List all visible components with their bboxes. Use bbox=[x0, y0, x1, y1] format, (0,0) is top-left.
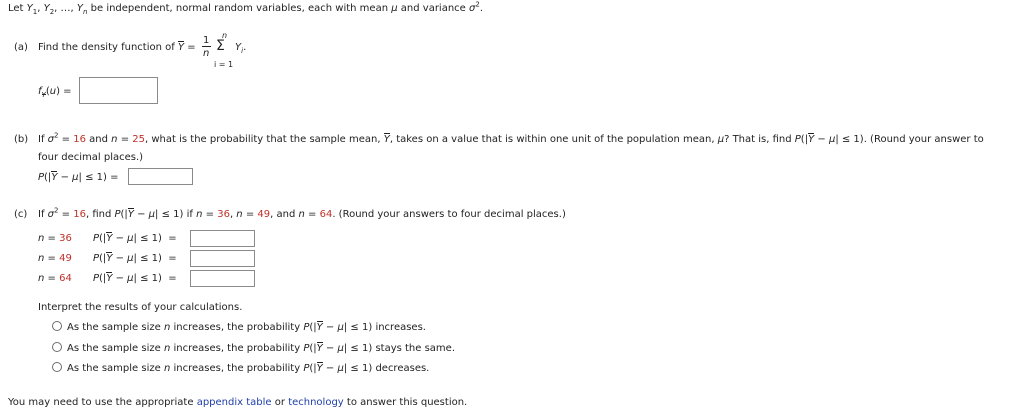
part-c-n2: 49 bbox=[257, 209, 271, 220]
part-b-text-2: , what is the probability that the sample mean, bbox=[145, 134, 381, 145]
answer-input-n64[interactable] bbox=[190, 270, 255, 287]
part-c-label: (c) bbox=[14, 209, 28, 220]
part-b-sigma-value: 16 bbox=[73, 134, 86, 145]
sum-lower: i = 1 bbox=[214, 60, 234, 69]
part-b-text-5: . (Round your answer to bbox=[863, 134, 984, 145]
frac-den: n bbox=[203, 48, 210, 59]
radio-icon[interactable] bbox=[52, 321, 62, 331]
part-c-n3: 64 bbox=[319, 209, 333, 220]
option-pre: As the sample size bbox=[67, 343, 161, 354]
option-pre: As the sample size bbox=[67, 363, 161, 374]
frac-num: 1 bbox=[203, 35, 210, 46]
part-c-text-3: if bbox=[186, 209, 193, 220]
option-decreases[interactable]: As the sample size n increases, the probability P(|Y − μ| ≤ 1) decreases. bbox=[52, 362, 429, 374]
part-c-text-2: , find bbox=[85, 209, 112, 220]
option-post: stays the same. bbox=[375, 343, 456, 354]
part-c-and: , and bbox=[270, 209, 296, 220]
option-post: increases. bbox=[375, 322, 426, 333]
part-b-text: If $\sigma^2 = 16$ and n = 25, what is the probability that the sample mean, Y, takes on a value that is within one unit of the population mean, μ? That is, find P(|Y − μ| ≤ 1). (Round your answer to bbox=[38, 131, 984, 145]
row-prob-label: P(|Y − μ| ≤ 1) = bbox=[93, 253, 177, 264]
radio-icon[interactable] bbox=[52, 342, 62, 352]
option-pre: As the sample size bbox=[67, 322, 161, 333]
part-b-text-6: four decimal places.) bbox=[38, 152, 144, 163]
row-n-value: 64 bbox=[59, 273, 72, 284]
sum-term: $Y_i$. bbox=[235, 42, 247, 55]
footer-note bbox=[8, 397, 467, 408]
intro-end: . bbox=[479, 3, 484, 14]
part-c-text: If $\sigma^2 = 16$, find P(|Y − μ| ≤ 1) if n = 36, n = 49, and n = 64. (Round your answers to four decimal places.) bbox=[38, 206, 566, 220]
footer-text-1: You may need to use the appropriate bbox=[8, 397, 194, 408]
sum-upper: n bbox=[222, 31, 228, 40]
part-c-if: If bbox=[38, 209, 45, 220]
row-n-label: n = 49 bbox=[38, 253, 72, 264]
part-c-n1: 36 bbox=[217, 209, 230, 220]
row-prob-label: P(|Y − μ| ≤ 1) = bbox=[93, 233, 177, 244]
part-b-prob-label: P(|Y − μ| ≤ 1) = bbox=[38, 172, 119, 183]
part-b-text-4: ? That is, find bbox=[724, 134, 792, 145]
appendix-table-link[interactable]: appendix table bbox=[196, 397, 272, 408]
technology-link[interactable]: technology bbox=[288, 397, 344, 408]
radio-icon[interactable] bbox=[52, 362, 62, 372]
part-c-text-end: . (Round your answers to four decimal places.) bbox=[332, 209, 566, 220]
fy-equals: = bbox=[63, 86, 72, 97]
option-mid: increases, the probability bbox=[173, 343, 301, 354]
answer-input-n36[interactable] bbox=[190, 230, 255, 247]
intro-suffix: be independent, normal random variables, each with mean bbox=[90, 3, 389, 14]
part-c-sigma-value: 16 bbox=[73, 209, 86, 220]
part-b-text-3: , takes on a value that is within one unit of the population mean, bbox=[389, 134, 715, 145]
fy-label: $f_Y(u)$ = bbox=[38, 86, 72, 99]
option-increases[interactable]: As the sample size n increases, the probability P(|Y − μ| ≤ 1) increases. bbox=[52, 321, 426, 333]
part-a-prompt: Find the density function of Y = bbox=[38, 42, 196, 53]
part-b-label: (b) bbox=[14, 134, 29, 145]
part-b-n-value: 25 bbox=[132, 134, 145, 145]
part-a-prompt-text: Find the density function of bbox=[38, 42, 175, 53]
row-n-value: 49 bbox=[59, 253, 72, 264]
interpret-text: Interpret the results of your calculations. bbox=[38, 302, 243, 313]
row-prob-label: P(|Y − μ| ≤ 1) = bbox=[93, 273, 177, 284]
intro-line: Let $Y_1$, $Y_2$, …, $Y_n$ be independent, normal random variables, each with mean μ and variance $\sigma^2$. bbox=[8, 0, 484, 16]
part-a-equals: = bbox=[187, 42, 196, 53]
footer-or: or bbox=[274, 397, 285, 408]
option-stays-same[interactable]: As the sample size n increases, the probability P(|Y − μ| ≤ 1) stays the same. bbox=[52, 342, 455, 354]
part-b-and: and bbox=[89, 134, 108, 145]
part-b-if: If bbox=[38, 134, 45, 145]
intro-prefix: Let bbox=[8, 3, 24, 14]
option-post: decreases. bbox=[375, 363, 430, 374]
frac-line bbox=[202, 46, 211, 47]
row-n-label: n = 36 bbox=[38, 233, 72, 244]
part-b-prob-tail: | ≤ 1) = bbox=[78, 172, 119, 183]
density-answer-input[interactable] bbox=[79, 77, 158, 104]
row-n-label: n = 64 bbox=[38, 273, 72, 284]
option-mid: increases, the probability bbox=[173, 322, 301, 333]
intro-ellipsis: …, bbox=[60, 3, 74, 14]
answer-input-n49[interactable] bbox=[190, 250, 255, 267]
part-b-answer-input[interactable] bbox=[128, 168, 193, 185]
row-n-value: 36 bbox=[59, 233, 72, 244]
sigma-icon: Σ bbox=[216, 38, 225, 54]
intro-mid: and variance bbox=[400, 3, 466, 14]
option-mid: increases, the probability bbox=[173, 363, 301, 374]
part-a-label: (a) bbox=[14, 42, 28, 53]
footer-text-2: to answer this question. bbox=[346, 397, 468, 408]
